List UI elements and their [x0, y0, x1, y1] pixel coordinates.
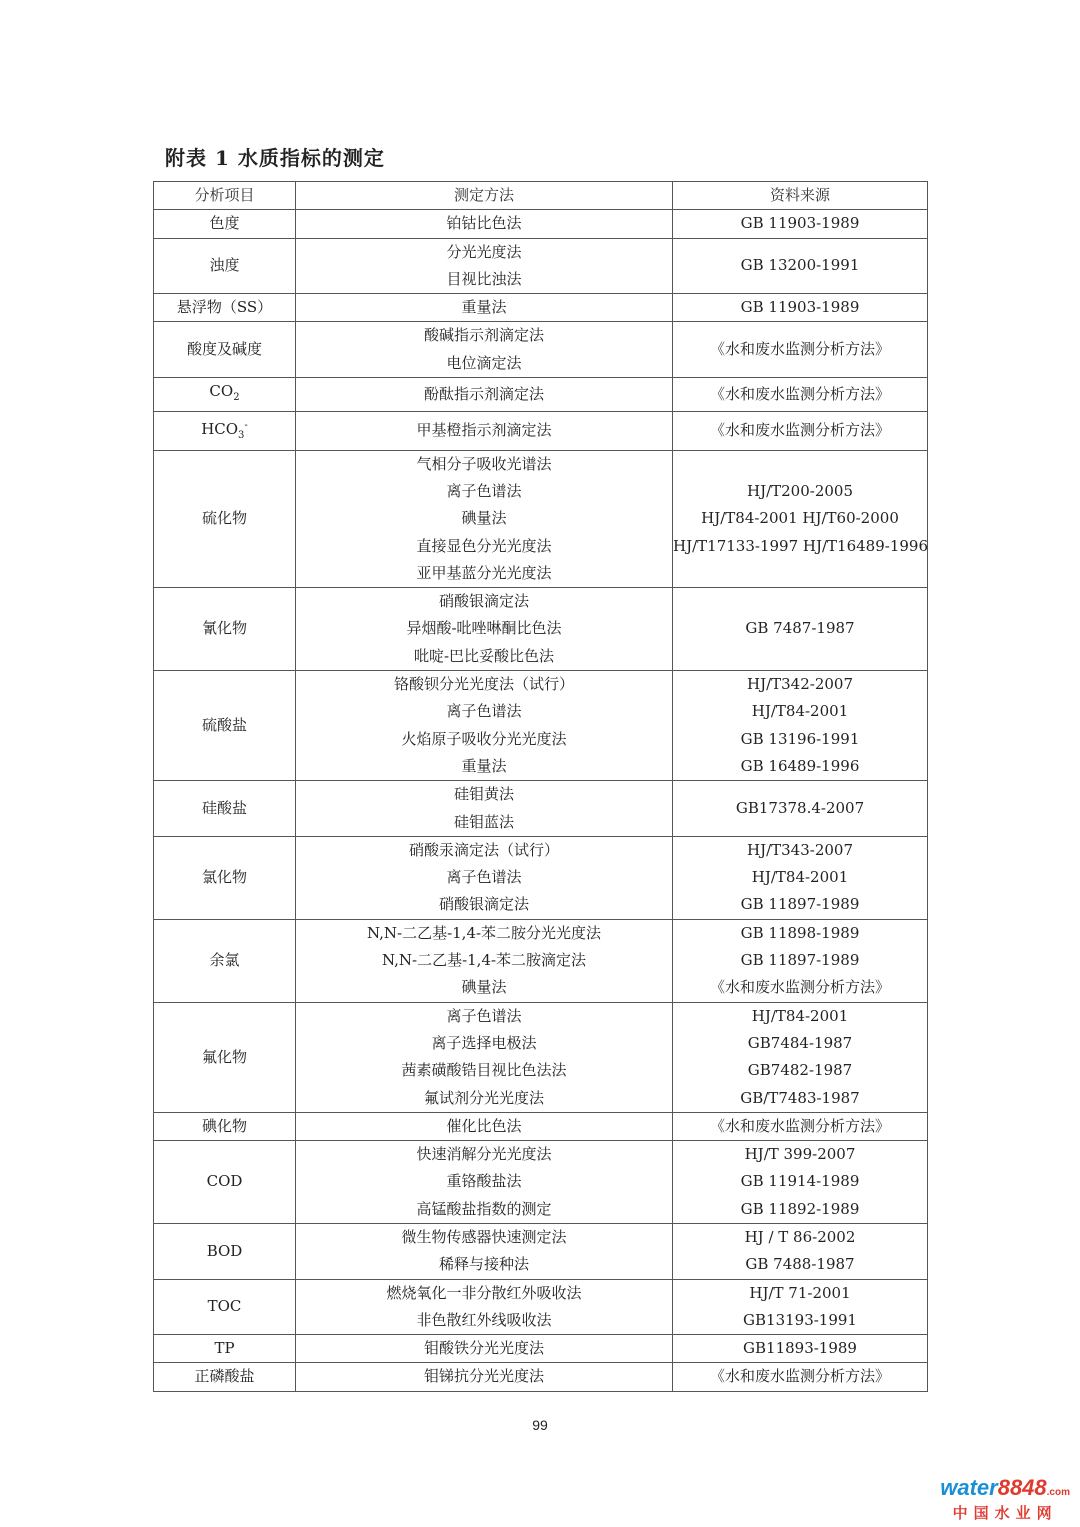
- method-line: 气相分子吸收光谱法: [416, 454, 552, 473]
- cell-methods: [296, 1279, 673, 1335]
- method-line: 稀释与接种法: [438, 1255, 529, 1274]
- method-line: 亚甲基蓝分光光度法: [416, 563, 552, 582]
- table-row: [154, 238, 928, 294]
- watermark-logo: [940, 1476, 1070, 1523]
- method-line: 微生物传感器快速测定法: [401, 1227, 567, 1246]
- cell-sources: [673, 412, 928, 450]
- method-line: 燃烧氧化一非分散红外吸收法: [386, 1283, 582, 1302]
- item-label: 悬浮物（SS）: [176, 298, 273, 317]
- cell-sources: [673, 322, 928, 378]
- cell-methods: [296, 671, 673, 781]
- cell-item: [154, 836, 296, 919]
- header-method: 测定方法: [296, 182, 673, 210]
- source-line: 《水和废水监测分析方法》: [709, 421, 890, 440]
- source-line: HJ/T84-2001 HJ/T60-2000: [701, 509, 899, 528]
- source-line: GB13193-1991: [743, 1310, 857, 1329]
- table-row: [154, 378, 928, 412]
- source-line: GB 7488-1987: [745, 1255, 855, 1274]
- method-line: 硝酸汞滴定法（试行）: [408, 840, 559, 859]
- method-line: 离子色谱法: [446, 702, 522, 721]
- cell-item: [154, 588, 296, 671]
- table-row: [154, 919, 928, 1002]
- table-row: [154, 1002, 928, 1112]
- source-line: HJ/T84-2001: [751, 702, 849, 721]
- cell-item: [154, 450, 296, 587]
- item-label: 酸度及碱度: [186, 340, 262, 359]
- cell-sources: [673, 238, 928, 294]
- method-line: 吡啶-巴比妥酸比色法: [413, 646, 555, 665]
- watermark-domain: .com: [1046, 1487, 1070, 1498]
- cell-item: [154, 671, 296, 781]
- page-title: 附表 1 水质指标的测定: [165, 146, 385, 170]
- cell-sources: [673, 1223, 928, 1279]
- method-line: 重铬酸盐法: [446, 1172, 522, 1191]
- source-line: GB 11897-1989: [740, 951, 860, 970]
- cell-methods: [296, 1141, 673, 1224]
- source-line: 《水和废水监测分析方法》: [709, 1367, 890, 1386]
- cell-item: [154, 1141, 296, 1224]
- watermark-subtitle: 中国水业网: [952, 1505, 1058, 1522]
- source-line: GB11893-1989: [743, 1339, 857, 1358]
- source-line: HJ/T84-2001: [751, 1006, 849, 1025]
- cell-sources: [673, 671, 928, 781]
- method-line: N,N-二乙基-1,4-苯二胺滴定法: [381, 951, 587, 970]
- source-line: GB7482-1987: [747, 1061, 853, 1080]
- method-line: 催化比色法: [446, 1116, 522, 1135]
- cell-sources: [673, 450, 928, 587]
- cell-methods: [296, 412, 673, 450]
- cell-methods: [296, 1335, 673, 1363]
- source-line: GB 11892-1989: [740, 1199, 860, 1218]
- method-line: 直接显色分光光度法: [416, 536, 552, 555]
- source-line: GB 16489-1996: [740, 756, 860, 775]
- method-line: 茜素磺酸锆目视比色法法: [401, 1061, 567, 1080]
- watermark-brand: water: [940, 1475, 998, 1500]
- header-source: 资料来源: [673, 182, 928, 210]
- method-line: 酸碱指示剂滴定法: [423, 326, 544, 345]
- cell-sources: [673, 588, 928, 671]
- cell-item: [154, 294, 296, 322]
- method-line: 异烟酸-吡唑啉酮比色法: [406, 619, 562, 638]
- watermark-suffix: 8848: [997, 1475, 1047, 1500]
- table-body: [154, 210, 928, 1391]
- method-line: 火焰原子吸收分光光度法: [401, 729, 567, 748]
- cell-sources: [673, 210, 928, 238]
- item-label: 硫酸盐: [201, 715, 247, 734]
- method-line: 钼酸铁分光光度法: [423, 1339, 544, 1358]
- table-header-row: [154, 182, 928, 210]
- method-line: 高锰酸盐指数的测定: [416, 1199, 552, 1218]
- method-line: 碘量法: [461, 509, 507, 528]
- item-label: 色度: [209, 214, 240, 233]
- cell-sources: [673, 1141, 928, 1224]
- cell-methods: [296, 1002, 673, 1112]
- cell-sources: [673, 919, 928, 1002]
- cell-item: [154, 1363, 296, 1391]
- cell-item: [154, 919, 296, 1002]
- item-label: 氰化物: [201, 619, 247, 638]
- cell-sources: [673, 1335, 928, 1363]
- source-line: HJ/T 71-2001: [749, 1283, 851, 1302]
- method-line: 硅钼蓝法: [453, 812, 514, 831]
- method-line: 硝酸银滴定法: [438, 895, 529, 914]
- item-superscript: -: [244, 420, 248, 432]
- method-line: 氟试剂分光光度法: [423, 1088, 544, 1107]
- method-line: 酚酞指示剂滴定法: [423, 385, 544, 404]
- method-line: N,N-二乙基-1,4-苯二胺分光光度法: [366, 923, 602, 942]
- header-item: 分析项目: [154, 182, 296, 210]
- method-line: 重量法: [461, 756, 507, 775]
- table-row: [154, 450, 928, 587]
- source-line: GB 13196-1991: [740, 729, 860, 748]
- source-line: 《水和废水监测分析方法》: [709, 340, 890, 359]
- table-row: [154, 412, 928, 450]
- source-line: HJ / T 86-2002: [744, 1227, 856, 1246]
- method-line: 钼锑抗分光光度法: [423, 1367, 544, 1386]
- cell-item: [154, 322, 296, 378]
- source-line: HJ/T342-2007: [746, 675, 854, 694]
- cell-item: [154, 1335, 296, 1363]
- item-label: BOD: [206, 1241, 243, 1260]
- table-row: [154, 1223, 928, 1279]
- item-label: CO: [209, 382, 234, 401]
- item-subscript: 2: [233, 392, 240, 404]
- method-line: 碘量法: [461, 978, 507, 997]
- table-row: [154, 1279, 928, 1335]
- method-line: 甲基橙指示剂滴定法: [416, 421, 552, 440]
- item-label: 正磷酸盐: [194, 1367, 255, 1386]
- item-label: 硅酸盐: [201, 798, 247, 817]
- item-label: 硫化物: [201, 509, 247, 528]
- table-row: [154, 588, 928, 671]
- source-line: GB7484-1987: [747, 1033, 853, 1052]
- cell-item: [154, 238, 296, 294]
- method-line: 非色散红外线吸收法: [416, 1310, 552, 1329]
- source-line: 《水和废水监测分析方法》: [709, 1116, 890, 1135]
- method-line: 离子选择电极法: [431, 1033, 537, 1052]
- water-quality-table: [153, 181, 928, 1392]
- cell-sources: [673, 1002, 928, 1112]
- method-line: 铂钴比色法: [446, 214, 522, 233]
- cell-item: [154, 412, 296, 450]
- table-row: [154, 1141, 928, 1224]
- cell-sources: [673, 836, 928, 919]
- method-line: 铬酸钡分光光度法（试行）: [393, 675, 574, 694]
- page-number: 99: [532, 1417, 548, 1433]
- cell-sources: [673, 294, 928, 322]
- item-label: 浊度: [209, 256, 240, 275]
- item-label: TP: [214, 1339, 235, 1358]
- source-line: HJ/T200-2005: [746, 481, 854, 500]
- cell-item: [154, 1112, 296, 1140]
- cell-methods: [296, 919, 673, 1002]
- table-row: [154, 1363, 928, 1391]
- cell-methods: [296, 588, 673, 671]
- table-row: [154, 671, 928, 781]
- item-label: 氟化物: [201, 1047, 247, 1066]
- cell-methods: [296, 238, 673, 294]
- method-line: 离子色谱法: [446, 481, 522, 500]
- source-line: GB 11898-1989: [740, 923, 860, 942]
- item-label: TOC: [207, 1297, 242, 1316]
- cell-methods: [296, 836, 673, 919]
- source-line: GB/T7483-1987: [740, 1088, 860, 1107]
- method-line: 硝酸银滴定法: [438, 592, 529, 611]
- item-label: 氯化物: [201, 868, 247, 887]
- source-line: GB 11897-1989: [740, 895, 860, 914]
- method-line: 快速消解分光光度法: [416, 1145, 552, 1164]
- cell-item: [154, 1279, 296, 1335]
- source-line: GB 13200-1991: [740, 256, 860, 275]
- method-line: 电位滴定法: [446, 353, 522, 372]
- item-label: COD: [206, 1172, 243, 1191]
- source-line: GB17378.4-2007: [735, 798, 865, 817]
- cell-item: [154, 1002, 296, 1112]
- cell-methods: [296, 210, 673, 238]
- table-row: [154, 322, 928, 378]
- method-line: 离子色谱法: [446, 1006, 522, 1025]
- cell-methods: [296, 294, 673, 322]
- source-line: GB 11903-1989: [740, 298, 860, 317]
- source-line: 《水和废水监测分析方法》: [709, 385, 890, 404]
- cell-methods: [296, 1223, 673, 1279]
- method-line: 目视比浊法: [446, 269, 522, 288]
- source-line: HJ/T17133-1997 HJ/T16489-1996: [673, 536, 928, 555]
- cell-item: [154, 378, 296, 412]
- source-line: GB 11903-1989: [740, 214, 860, 233]
- cell-sources: [673, 1363, 928, 1391]
- item-label: HCO: [201, 420, 239, 439]
- cell-item: [154, 781, 296, 837]
- method-line: 分光光度法: [446, 242, 522, 261]
- cell-methods: [296, 378, 673, 412]
- cell-methods: [296, 781, 673, 837]
- cell-item: [154, 1223, 296, 1279]
- source-line: GB 11914-1989: [740, 1172, 860, 1191]
- table-row: [154, 1335, 928, 1363]
- table-row: [154, 210, 928, 238]
- source-line: 《水和废水监测分析方法》: [709, 978, 890, 997]
- cell-methods: [296, 450, 673, 587]
- item-subscript: 3: [238, 430, 245, 442]
- cell-sources: [673, 1112, 928, 1140]
- cell-methods: [296, 1363, 673, 1391]
- item-label: 余氯: [209, 951, 240, 970]
- source-line: HJ/T84-2001: [751, 868, 849, 887]
- cell-sources: [673, 1279, 928, 1335]
- table-row: [154, 294, 928, 322]
- cell-methods: [296, 322, 673, 378]
- method-line: 离子色谱法: [446, 868, 522, 887]
- cell-sources: [673, 378, 928, 412]
- table-row: [154, 1112, 928, 1140]
- item-label: 碘化物: [201, 1116, 247, 1135]
- cell-item: [154, 210, 296, 238]
- source-line: GB 7487-1987: [745, 619, 855, 638]
- table-row: [154, 836, 928, 919]
- cell-sources: [673, 781, 928, 837]
- method-line: 重量法: [461, 298, 507, 317]
- source-line: HJ/T343-2007: [746, 840, 854, 859]
- method-line: 硅钼黄法: [453, 785, 514, 804]
- source-line: HJ/T 399-2007: [744, 1145, 856, 1164]
- table-row: [154, 781, 928, 837]
- cell-methods: [296, 1112, 673, 1140]
